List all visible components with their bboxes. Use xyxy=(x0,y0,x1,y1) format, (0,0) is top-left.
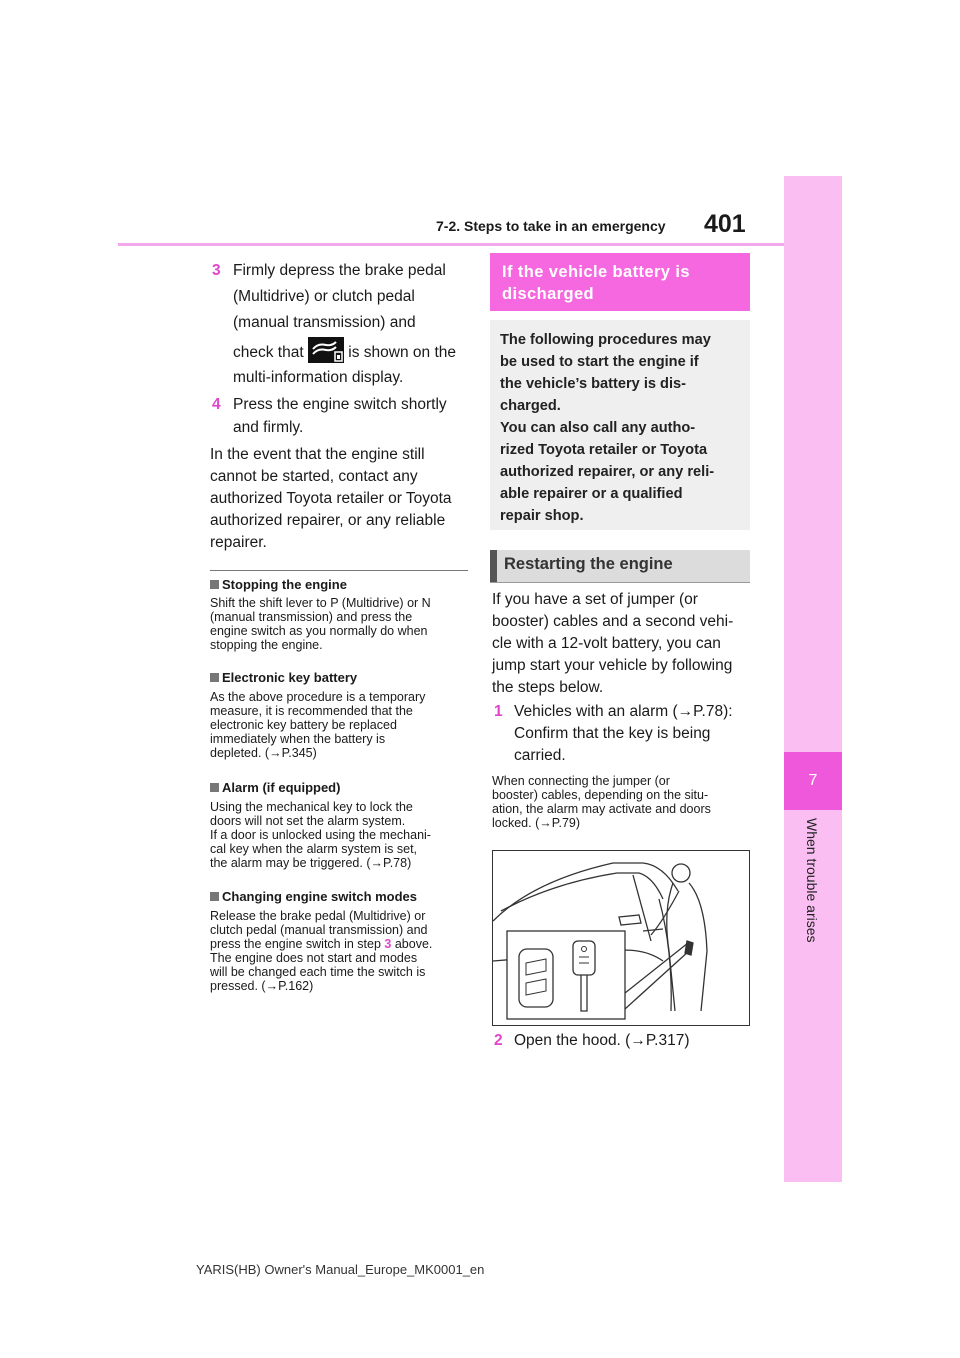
bullet-square-icon xyxy=(210,673,219,682)
section-title: 7-2. Steps to take in an emergency xyxy=(436,218,666,234)
step-4 xyxy=(212,392,472,442)
heading-line: If the vehicle battery is xyxy=(502,263,690,281)
page-number: 401 xyxy=(704,210,746,238)
chapter-title-text: When trouble arises xyxy=(804,818,820,943)
step-line: Open the hood. (→P.317) xyxy=(514,1032,690,1049)
note-title: Electronic key battery xyxy=(210,670,472,685)
note-body: As the above procedure is a temporary measure, it is recommended that the electronic key battery be replaced immediately when the battery is depleted. (→P.345) xyxy=(210,690,426,760)
chapter-side-tab xyxy=(784,176,842,1182)
restarting-engine-heading xyxy=(490,550,750,583)
step-text: check that xyxy=(233,344,304,361)
step-line: and firmly. xyxy=(233,419,304,436)
alarm-small-note: When connecting the jumper (or booster) cables, depending on the situ- ation, the alarm may activate and doors locked. (→P.79) xyxy=(492,774,711,830)
note-body: Shift the shift lever to P (Multidrive) or N (manual transmission) and press the engine switch as you normally do when stopping the engine. xyxy=(210,596,431,652)
step-text: is shown on the xyxy=(348,344,456,361)
engine-start-indicator-icon xyxy=(308,337,344,363)
note-alarm xyxy=(210,780,472,870)
note-stopping-engine xyxy=(210,577,472,652)
step-number: 3 xyxy=(212,262,221,279)
step-line: (manual transmission) and xyxy=(233,314,416,331)
note-title: Stopping the engine xyxy=(210,577,472,592)
paragraph-line: repairer. xyxy=(210,534,267,551)
step-1 xyxy=(494,699,754,769)
manual-footer: YARIS(HB) Owner's Manual_Europe_MK0001_en xyxy=(196,1262,485,1277)
step-line: (Multidrive) or clutch pedal xyxy=(233,288,415,305)
note-body: Release the brake pedal (Multidrive) or clutch pedal (manual transmission) and press the engine switch in step 3 above. The engine does not start and modes will be changed each time the switch is pressed. (→P.162) xyxy=(210,909,433,993)
paragraph-line: authorized Toyota retailer or Toyota xyxy=(210,490,452,507)
paragraph-line: authorized repairer, or any reliable xyxy=(210,512,446,529)
note-body: Using the mechanical key to lock the doors will not set the alarm system. If a door is unlocked using the mechani- cal key when the alarm system is set, the alarm may be triggered. (→P.78) xyxy=(210,800,431,870)
step-line xyxy=(233,337,456,366)
step-line: Press the engine switch shortly xyxy=(233,396,447,413)
bullet-square-icon xyxy=(210,783,219,792)
step-line: multi-information display. xyxy=(233,369,404,386)
bullet-square-icon xyxy=(210,580,219,589)
heading-line: discharged xyxy=(502,285,595,303)
heading-text: Restarting the engine xyxy=(504,555,673,573)
vehicle-key-illustration xyxy=(492,850,750,1026)
note-changing-modes xyxy=(210,889,472,993)
chapter-number: 7 xyxy=(784,752,842,810)
step-line: Firmly depress the brake pedal xyxy=(233,262,446,279)
intro-box: The following procedures may be used to start the engine if the vehicle’s battery is dis- charged. You can also call any autho- rized Toyota retailer or Toyota authorized repairer, or any reli- able repairer or a qualified repair shop. xyxy=(490,320,750,530)
paragraph-line: In the event that the engine still xyxy=(210,446,425,463)
step-number: 1 xyxy=(494,703,503,720)
header-divider xyxy=(118,243,784,246)
note-title: Alarm (if equipped) xyxy=(210,780,472,795)
bullet-square-icon xyxy=(210,892,219,901)
jump-start-paragraph: If you have a set of jumper (or booster) cables and a second vehi- cle with a 12-volt battery, you can jump start your vehicle by following the steps below. xyxy=(492,591,734,696)
notes-divider xyxy=(210,570,468,571)
chapter-title xyxy=(782,818,840,958)
battery-discharged-heading xyxy=(490,253,750,311)
heading-bar xyxy=(490,550,497,582)
step-ref-number: 3 xyxy=(384,937,392,951)
note-electronic-key-battery xyxy=(210,670,472,760)
step-line: Vehicles with an alarm (→P.78): xyxy=(514,703,733,720)
step-line: Confirm that the key is being xyxy=(514,725,711,742)
note-title: Changing engine switch modes xyxy=(210,889,472,904)
cannot-start-paragraph xyxy=(210,444,480,554)
step-number: 4 xyxy=(212,396,221,413)
step-line: carried. xyxy=(514,747,566,764)
step-3 xyxy=(212,258,472,398)
step-2 xyxy=(494,1028,754,1054)
step-number: 2 xyxy=(494,1032,503,1049)
paragraph-line: cannot be started, contact any xyxy=(210,468,418,485)
